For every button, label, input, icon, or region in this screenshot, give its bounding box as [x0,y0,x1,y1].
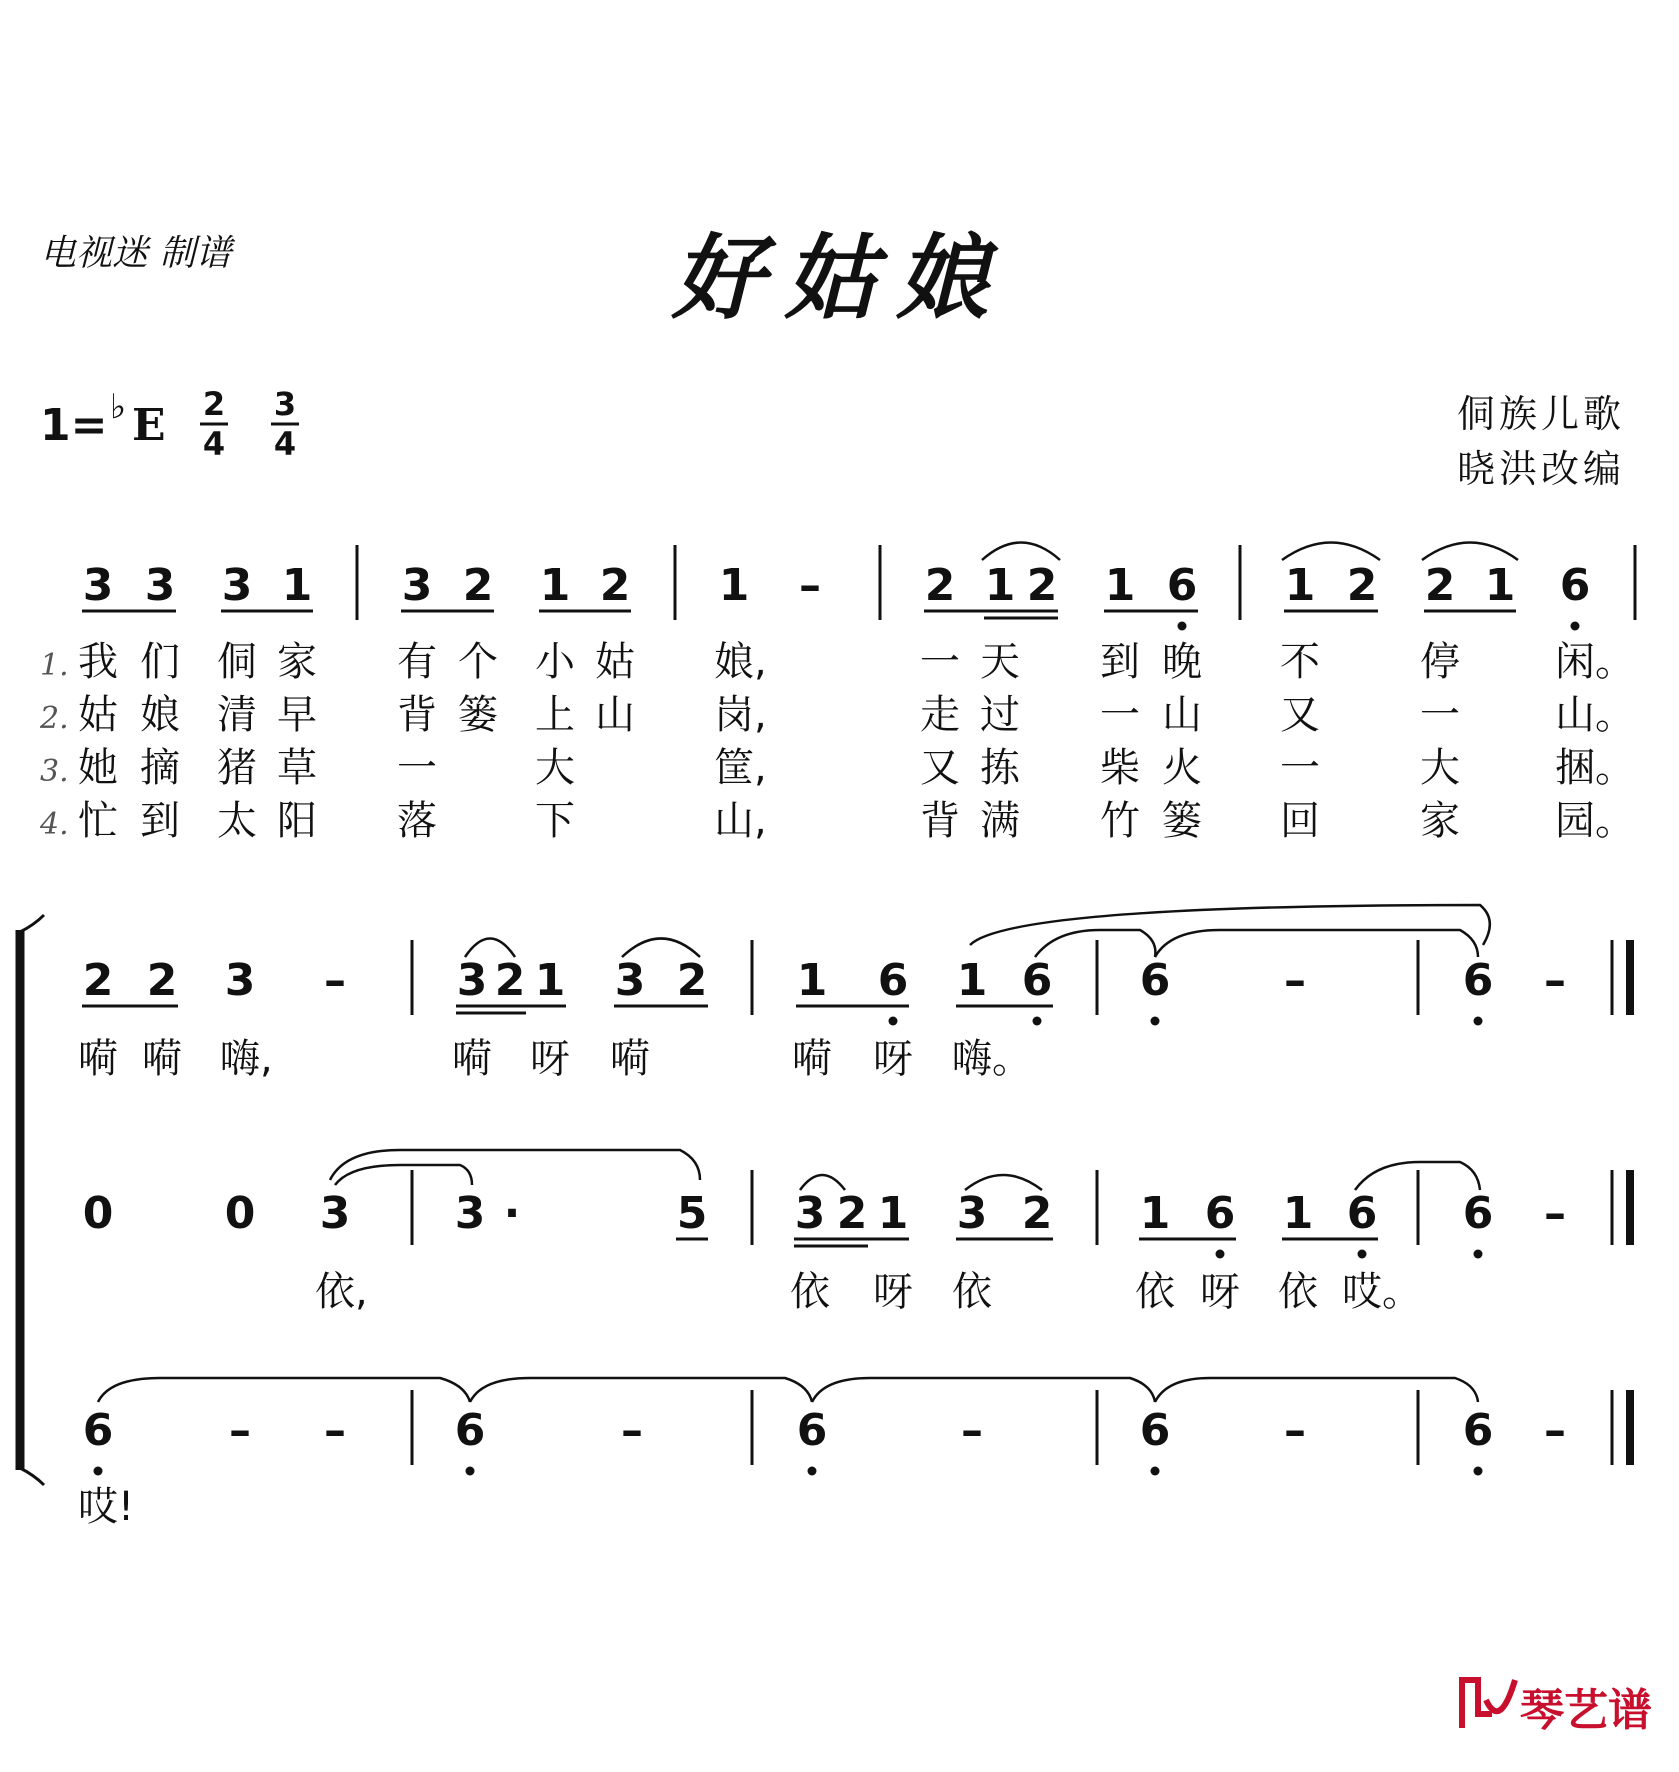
lyric: 一 [920,639,960,685]
lyric: 竹 [1100,798,1140,844]
lyric: 嗨。 [952,1036,1032,1082]
song-title: 好姑娘 [671,224,1009,332]
lyric: 呀 [873,1269,913,1315]
note: 2 [836,1188,868,1239]
system-2-bracket [20,915,44,1485]
lower-part-notes [83,1405,1566,1456]
watermark [1462,1680,1652,1736]
lyric: 晚 [1162,639,1202,685]
note: 2 [1424,560,1456,611]
system-1-beams [82,611,1516,618]
note: 2 [1026,560,1058,611]
dash: – [961,1405,983,1456]
lyric: 哎! [78,1484,135,1530]
lyric: 上 [535,692,575,738]
lyric: 闲。 [1555,639,1635,685]
lyric: 有 [397,639,437,685]
time-signature-2-4 [200,385,228,463]
lyric: 园。 [1555,798,1635,844]
lyric: 们 [140,639,180,685]
lyric: 阳 [277,798,317,844]
note: 2 [146,955,178,1006]
note: 3 [454,1188,486,1239]
lyric: 依 [1135,1269,1175,1315]
note: 6 [877,955,909,1006]
lyric: 清 [217,692,257,738]
note: 3 [401,560,433,611]
lyric: 忙 [78,798,118,844]
verse-number: 2. [40,701,69,736]
note: 2 [82,955,114,1006]
lyric: 依, [315,1269,368,1315]
lower-part-dots [94,1467,1483,1476]
lyric: 又 [920,745,960,791]
lyric: 背 [920,798,960,844]
middle-part-dots [1216,1250,1483,1259]
lower-part-barlines [412,1390,1630,1465]
note: 0 [224,1188,256,1239]
dash: – [229,1405,251,1456]
system-1-slurs [982,543,1518,561]
dash: – [324,955,346,1006]
note: 1 [956,955,988,1006]
transcriber-credit: 电视迷 制谱 [40,233,232,274]
middle-part-lyrics [315,1269,1422,1315]
note: 3 [224,955,256,1006]
note: 3 [144,560,176,611]
note: 3 [794,1188,826,1239]
lyric: 娘, [714,639,767,685]
lyric: 捆。 [1555,745,1635,791]
note: 0 [82,1188,114,1239]
key-note: E [132,400,166,451]
lyric: 我 [78,639,118,685]
note: 1 [1484,560,1516,611]
note: 1 [1284,560,1316,611]
note: 1 [534,955,566,1006]
upper-part-slurs [465,905,1490,957]
middle-part-slurs [330,1150,1480,1190]
origin-credit: 侗族儿歌 [1456,392,1625,436]
lyric: 嗬 [452,1036,492,1082]
lyric: 不 [1280,639,1320,685]
note: 6 [1166,560,1198,611]
key-prefix: 1= [40,400,108,451]
note: 6 [796,1405,828,1456]
lyric: 嗬 [78,1036,118,1082]
verse-1 [40,639,1635,685]
lower-part-lyrics [78,1484,134,1530]
lyric: 篓 [458,692,498,738]
lyric: 一 [1420,692,1460,738]
verse-3 [40,745,1635,791]
middle-part-beams [676,1239,1378,1246]
verse-number: 1. [40,648,69,683]
note: 6 [1139,1405,1171,1456]
lyric: 太 [217,798,257,844]
verse-number: 3. [40,754,69,789]
arranger-credit: 晓洪改编 [1456,447,1625,491]
augmentation-dot: · [503,1188,521,1239]
lyric: 山 [1162,692,1202,738]
note: 6 [1462,1405,1494,1456]
note: 3 [956,1188,988,1239]
lyric: 哎。 [1342,1269,1422,1315]
dash: – [1284,955,1306,1006]
note: 1 [877,1188,909,1239]
verse-number: 4. [40,807,69,842]
lyric: 背 [397,692,437,738]
note: 5 [676,1188,708,1239]
lyric: 柴 [1100,745,1140,791]
note: 3 [456,955,488,1006]
note: 1 [984,560,1016,611]
dash: – [1284,1405,1306,1456]
note: 2 [494,955,526,1006]
note: 6 [454,1405,486,1456]
time-sig-bottom: 4 [273,425,297,463]
lyric: 娘 [140,692,180,738]
dash: – [1544,955,1566,1006]
lyric: 停 [1420,639,1460,685]
lyric: 山。 [1555,692,1635,738]
dash: – [621,1405,643,1456]
watermark-text: 琴艺谱 [1520,1685,1652,1736]
note: 3 [82,560,114,611]
lyric: 火 [1162,745,1202,791]
dash: – [324,1405,346,1456]
lyric: 到 [140,798,180,844]
system-1-notes [83,560,1591,611]
time-signature-3-4 [271,385,299,463]
lyric: 走 [920,692,960,738]
note: 3 [614,955,646,1006]
lyric: 下 [535,798,575,844]
lyric: 山 [595,692,635,738]
note: 6 [1559,560,1591,611]
lyric: 大 [1420,745,1460,791]
note: 1 [539,560,571,611]
dash: – [1544,1405,1566,1456]
logo-icon [1462,1680,1515,1728]
lyric: 家 [1420,798,1460,844]
time-sig-top: 3 [273,385,297,423]
verse-2 [39,692,1635,738]
flat-sign: ♭ [110,387,127,427]
system-1-dots [1178,622,1580,631]
note: 2 [462,560,494,611]
note: 1 [1139,1188,1171,1239]
lyric: 过 [980,692,1020,738]
upper-part-lyrics [78,1036,1032,1082]
note: 1 [281,560,313,611]
note: 1 [718,560,750,611]
lyric: 又 [1280,692,1320,738]
lyric: 呀 [873,1036,913,1082]
middle-part-notes [83,1188,1566,1239]
note: 2 [1021,1188,1053,1239]
lyric: 嗬 [142,1036,182,1082]
lyric: 岗, [714,692,767,738]
note: 2 [599,560,631,611]
note: 6 [1021,955,1053,1006]
note: 3 [319,1188,351,1239]
lyric: 筐, [714,745,767,791]
lyric: 侗 [217,639,257,685]
lyric: 嗬 [792,1036,832,1082]
note: 6 [1139,955,1171,1006]
note: 6 [82,1405,114,1456]
note: 2 [924,560,956,611]
lyric: 山, [714,798,767,844]
note: 6 [1204,1188,1236,1239]
note: 1 [796,955,828,1006]
note: 3 [221,560,253,611]
lyric: 嗬 [610,1036,650,1082]
time-sig-bottom: 4 [202,425,226,463]
upper-part-dots [889,1017,1483,1026]
lyric: 依 [952,1269,992,1315]
lyric: 到 [1100,639,1140,685]
note: 6 [1346,1188,1378,1239]
lyric: 摘 [140,745,180,791]
key-signature [40,387,166,451]
lyric: 姑 [595,639,635,685]
note: 6 [1462,955,1494,1006]
lyric: 大 [535,745,575,791]
lyric: 呀 [1200,1269,1240,1315]
note: 2 [1346,560,1378,611]
lyric: 拣 [980,745,1020,791]
lower-part-ties [98,1378,1478,1402]
lyric: 满 [980,798,1020,844]
lyric: 依 [1278,1269,1318,1315]
note: 1 [1104,560,1136,611]
lyric: 天 [980,639,1020,685]
lyric: 呀 [530,1036,570,1082]
lyric: 她 [78,745,118,791]
note: 6 [1462,1188,1494,1239]
lyric: 落 [397,798,437,844]
lyric: 嗨, [220,1036,273,1082]
lyric: 依 [790,1269,830,1315]
lyric: 一 [397,745,437,791]
dash: – [799,560,821,611]
dash: – [1544,1188,1566,1239]
lyric: 回 [1280,798,1320,844]
lyric: 篓 [1162,798,1202,844]
lyric: 草 [277,745,317,791]
lyric: 猪 [217,745,257,791]
upper-part-beams [82,1006,1053,1013]
lyric: 早 [277,692,317,738]
lyric: 个 [458,639,498,685]
lyric: 一 [1280,745,1320,791]
lyric: 一 [1100,692,1140,738]
time-sig-top: 2 [202,385,226,423]
note: 2 [676,955,708,1006]
lyric: 家 [277,639,317,685]
note: 1 [1282,1188,1314,1239]
lyric: 小 [535,639,575,685]
verse-4 [39,798,1635,844]
lyric: 姑 [78,692,118,738]
upper-part-notes [83,955,1566,1006]
